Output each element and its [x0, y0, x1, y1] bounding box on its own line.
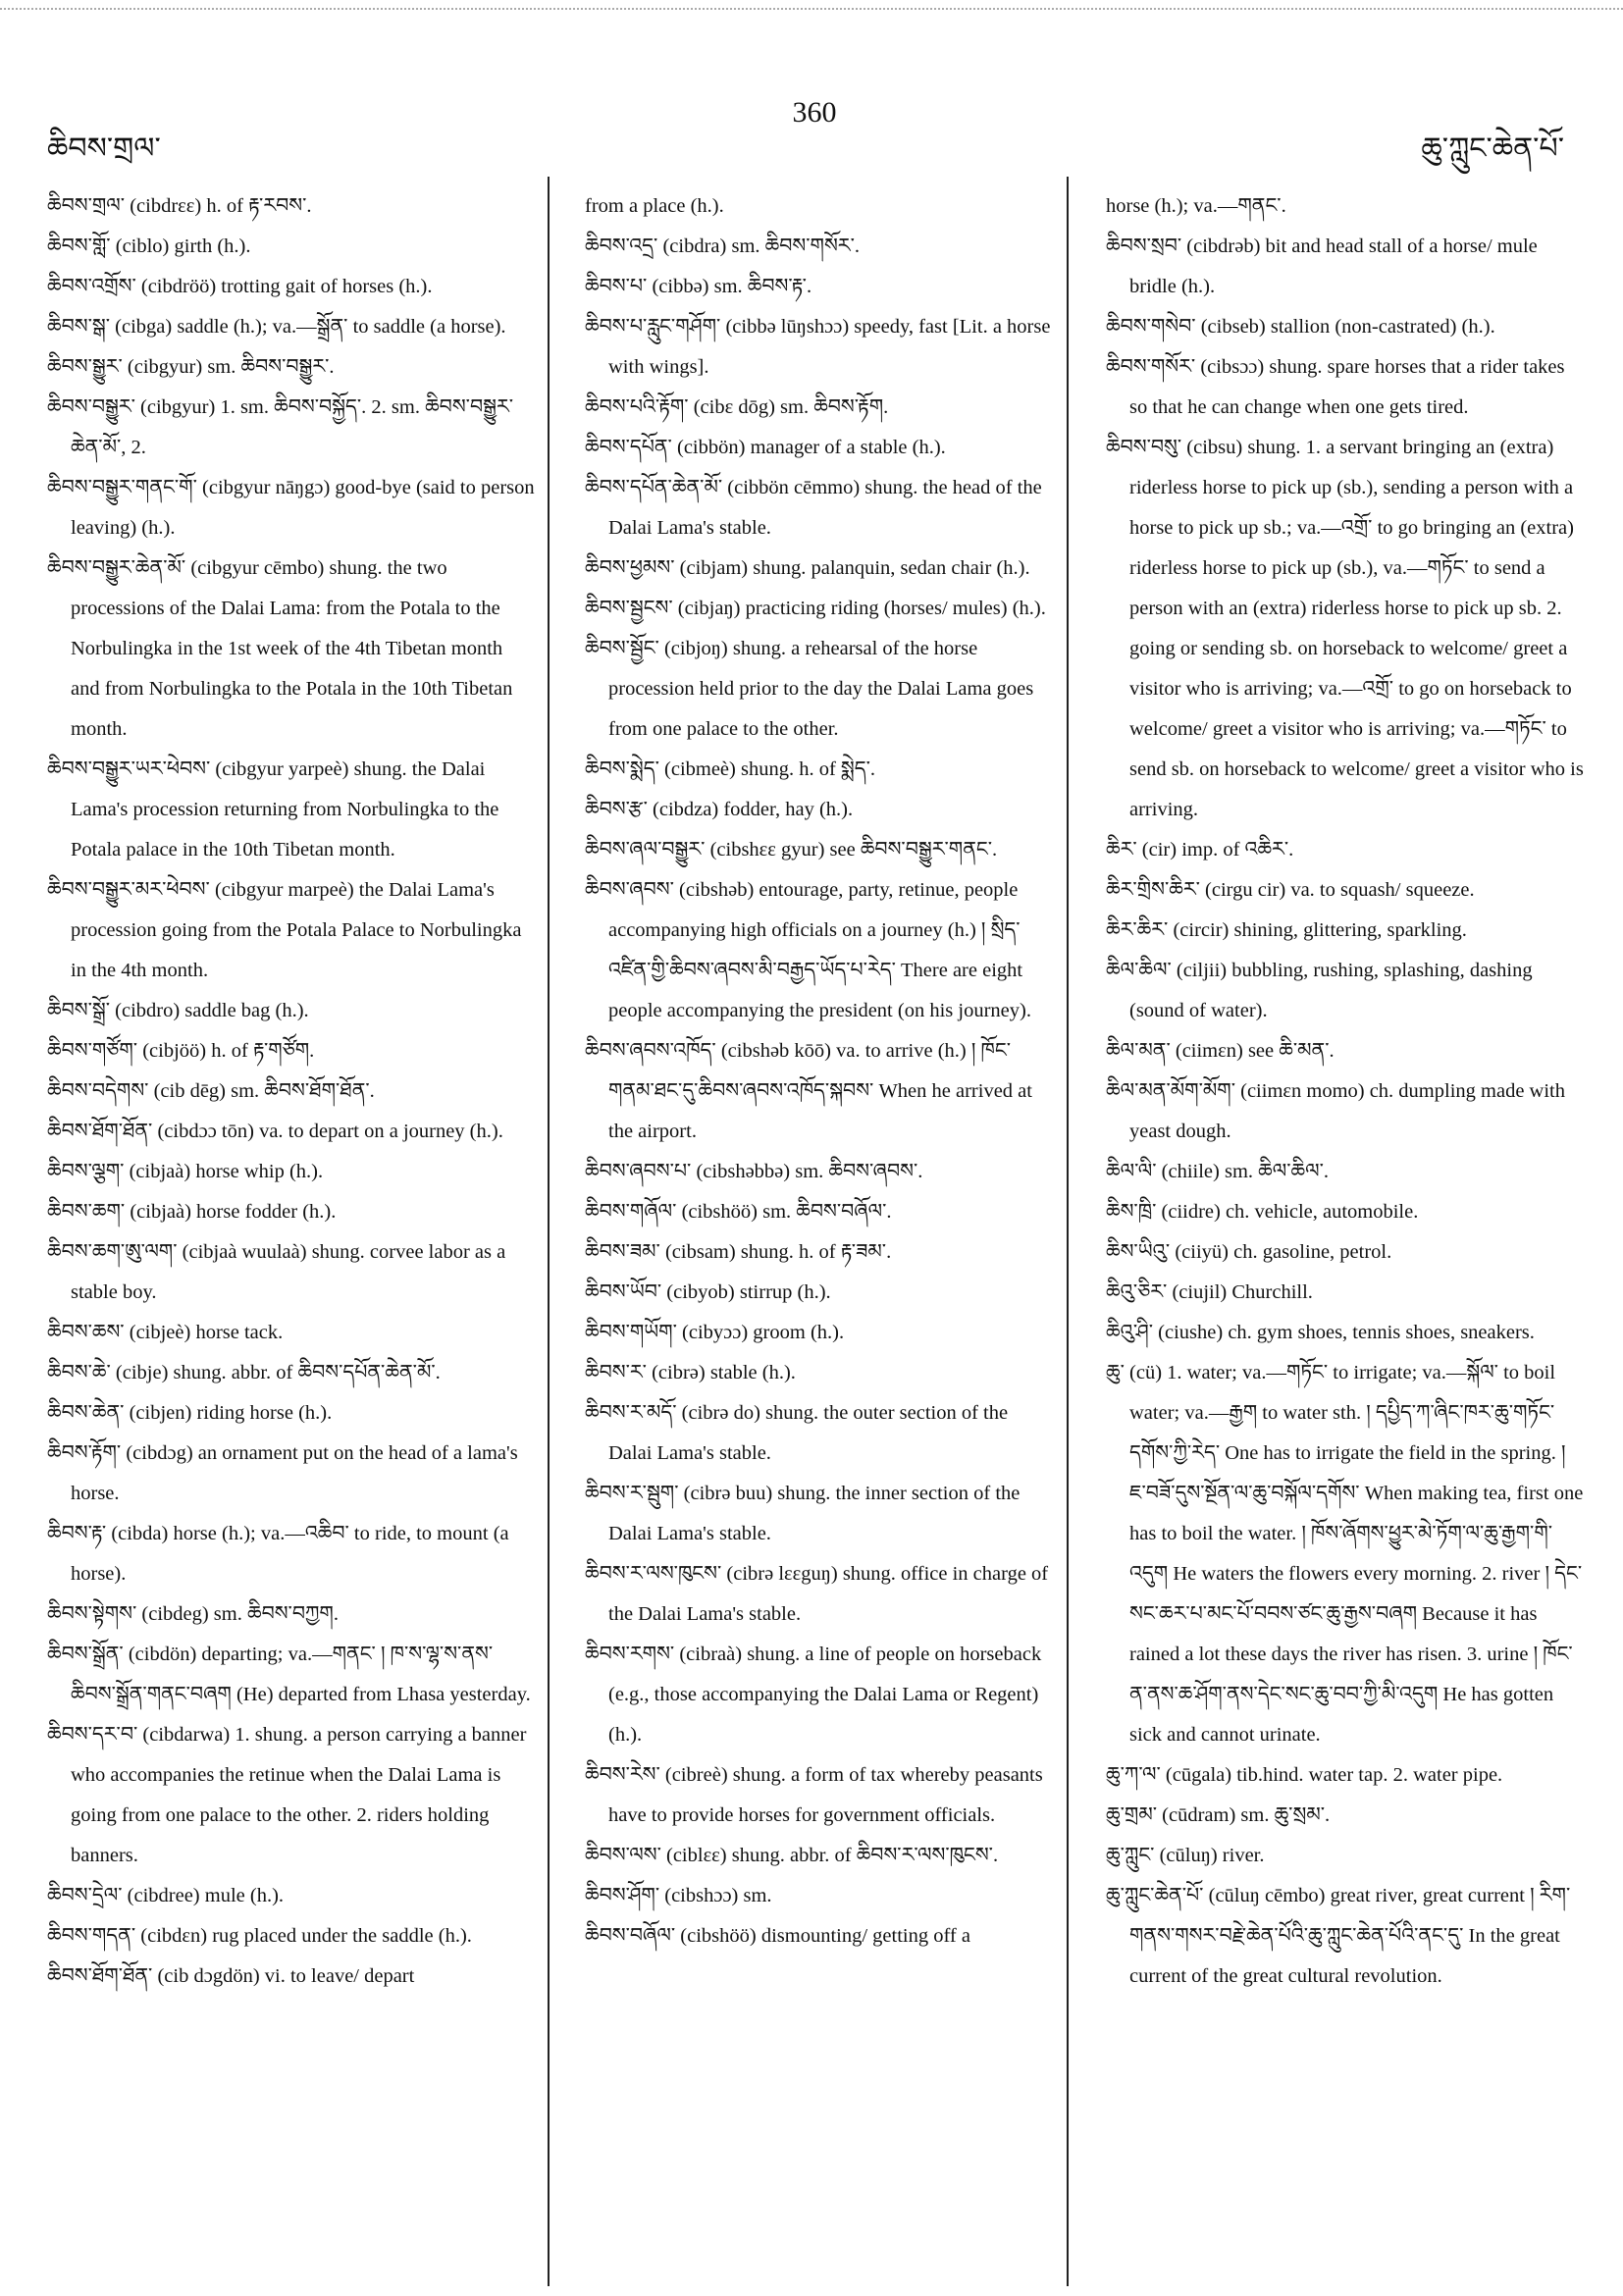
dictionary-entry: ཆིའུ་ཤི་ (ciushe) ch. gym shoes, tennis shoes, sneakers.	[1106, 1322, 1535, 1343]
dictionary-entry: ཆིབས་ཆེ་ (cibje) shung. abbr. of ཆིབས་དཔོན་ཆེན་མོ་.	[47, 1362, 441, 1383]
dictionary-entry: ཆིབས་ཤོག་ (cibshɔɔ) sm.	[585, 1885, 772, 1906]
dictionary-entry: ཆིབས་སྒྲོན་ (cibdön) departing; va.—གནང་ ། ཁ་ས་ལྷ་ས་ནས་ཆིབས་སྒྲོན་གནང་བཞག (He) departed from Lhasa yesterday.	[47, 1644, 531, 1705]
dictionary-entry: ཆིབས་འདྲ་ (cibdra) sm. ཆིབས་གསོར་.	[585, 235, 860, 257]
column-divider-2	[1067, 177, 1069, 2286]
dictionary-entry: ཆིལ་ལི་ (chiile) sm. ཆིལ་ཆིལ་.	[1106, 1161, 1330, 1182]
dictionary-entry: ཆིབས་སྒ་ (cibga) saddle (h.); va.—སྒྲོན་ to saddle (a horse).	[47, 316, 506, 338]
dictionary-entry: ཆིབས་སྲབ་ (cibdrəb) bit and head stall of a horse/ mule bridle (h.).	[1106, 235, 1538, 297]
dictionary-entry: ཆིབས་ཞབས་འཁོད་ (cibshəb kōō) va. to arrive (h.) ། ཁོང་གནམ་ཐང་དུ་ཆིབས་ཞབས་འཁོད་སྐབས་ When he arrived at the airport.	[585, 1040, 1032, 1142]
running-head-left: ཆིབས་གྲལ་	[47, 131, 161, 166]
dictionary-entry: from a place (h.).	[585, 195, 724, 217]
dictionary-entry: ཆིབས་རགས་ (cibraà) shung. a line of people on horseback (e.g., those accompanying the Dalai Lama or Regent) (h.).	[585, 1644, 1042, 1746]
dictionary-entry: ཆིབས་གདན་ (cibdɛn) rug placed under the saddle (h.).	[47, 1925, 472, 1947]
dictionary-entry: ཆིབས་ཕྱམས་ (cibjam) shung. palanquin, sedan chair (h.).	[585, 557, 1030, 579]
dictionary-entry: ཆིབས་གསོར་ (cibsɔɔ) shung. spare horses that a rider takes so that he can change when one gets tired.	[1106, 356, 1565, 418]
dictionary-entry: ཆིབས་རྩ་ (cibdza) fodder, hay (h.).	[585, 799, 854, 820]
dictionary-entry: ཆུ་ཀླུང་ཆེན་པོ་ (cūluŋ cēmbo) great river, great current ། རིག་གནས་གསར་བརྗེ་ཆེན་པོའི་ཆུ་ཀླུང་ཆེན་པོའི་ནང་དུ་ In the great current of the great cultural revolution.	[1106, 1885, 1571, 1987]
column-2	[585, 186, 1056, 1957]
dictionary-entry: ཆིབས་ཐོག་ཐོན་ (cibdɔɔ tōn) va. to depart on a journey (h.).	[47, 1121, 503, 1142]
dictionary-entry: horse (h.); va.—གནང་.	[1106, 195, 1286, 217]
dictionary-entry: ཆིབས་སྒྲོ་ (cibdro) saddle bag (h.).	[47, 1000, 309, 1021]
page-number: 360	[792, 96, 837, 129]
dictionary-entry: ཆིབས་ལྕག་ (cibjaà) horse whip (h.).	[47, 1161, 324, 1182]
column-divider-1	[548, 177, 550, 2286]
dictionary-entry: ཆིར་གྲིས་ཆིར་ (cirgu cir) va. to squash/ squeeze.	[1106, 879, 1475, 901]
dictionary-entry: ཆིབས་གཡོག་ (cibyɔɔ) groom (h.).	[585, 1322, 845, 1343]
dictionary-entry: ཆུ་གྲམ་ (cūdram) sm. ཆུ་སྲམ་.	[1106, 1804, 1331, 1826]
dictionary-entry: ཆིབས་སྟེགས་ (cibdeg) sm. ཆིབས་བཀྱག.	[47, 1603, 339, 1625]
dictionary-entry: ཆིབས་གཙོག་ (cibjöö) h. of རྟ་གཙོག.	[47, 1040, 315, 1062]
dictionary-entry: ཆིས་ཁྲི་ (ciidre) ch. vehicle, automobile.	[1106, 1201, 1419, 1223]
dictionary-entry: ཆིབས་གྲལ་ (cibdrɛɛ) h. of རྟ་རབས་.	[47, 195, 312, 217]
running-head-right: ཆུ་ཀླུང་ཆེན་པོ་	[1421, 131, 1564, 166]
dictionary-entry: ཆིར་ཆིར་ (circir) shining, glittering, sparkling.	[1106, 919, 1467, 941]
dictionary-entry: ཆིབས་ཆག་ཨུ་ལག་ (cibjaà wuulaà) shung. corvee labor as a stable boy.	[47, 1241, 506, 1303]
dictionary-entry: ཆིབས་དཔོན་ཆེན་མོ་ (cibbön cēmmo) shung. the head of the Dalai Lama's stable.	[585, 477, 1042, 539]
dictionary-entry: ཆུ་ (cü) 1. water; va.—གཏོང་ to irrigate; va.—སྐོལ་ to boil water; va.—རྒྱག to water sth. ། དཔྱིད་ཀ་ཞིང་ཁར་ཆུ་གཏོང་དགོས་ཀྱི་རེད་ One has to irrigate the field in the spring. ། ཇ་བཟོ་དུས་སྔོན་ལ་ཆུ་བསྐོལ་དགོས་ When making tea, first one has to boil the water. ། ཁོས་ཞོགས་ཕྱུར་མེ་ཏོག་ལ་ཆུ་རྒྱག་གི་འདུག He waters the flowers every morning. 2. river ། དེང་སང་ཆར་པ་མང་པོ་བབས་ཙང་ཆུ་རྒྱས་བཞག Because it has rained a lot these days the river has risen. 3. urine ། ཁོང་ན་ནས་ཆ་ཤོག་ནས་དེང་སང་ཆུ་བབ་ཀྱི་མི་འདུག He has gotten sick and cannot urinate.	[1106, 1362, 1584, 1746]
column-3	[1106, 186, 1587, 1997]
dictionary-entry: ཆིབས་འགྲོས་ (cibdröö) trotting gait of horses (h.).	[47, 276, 433, 297]
dictionary-entry: ཆིབས་ཞལ་བསྒྱུར་ (cibshɛɛ gyur) see ཆིབས་བསྒྱུར་གནང་.	[585, 839, 998, 861]
scan-edge-dots	[0, 8, 1623, 12]
dictionary-entry: ཆིར་ (cir) imp. of འཆིར་.	[1106, 839, 1294, 861]
dictionary-entry: ཆིབས་པའི་རྟོག་ (cibɛ dōg) sm. ཆིབས་རྟོག.	[585, 396, 889, 418]
dictionary-entry: ཆིབས་བཞོལ་ (cibshöö) dismounting/ getting off a	[585, 1925, 970, 1947]
dictionary-entry: ཆིབས་ཡོབ་ (cibyob) stirrup (h.).	[585, 1281, 831, 1303]
dictionary-entry: ཆིབས་ར་སྦུག་ (cibrə buu) shung. the inner section of the Dalai Lama's stable.	[585, 1483, 1021, 1544]
dictionary-entry: ཆིའུ་ཅིར་ (ciujil) Churchill.	[1106, 1281, 1313, 1303]
dictionary-entry: ཆིབས་གསེབ་ (cibseb) stallion (non-castrated) (h.).	[1106, 316, 1495, 338]
dictionary-entry: ཆིབས་སྦྱངས་ (cibjaŋ) practicing riding (horses/ mules) (h.).	[585, 598, 1046, 619]
dictionary-entry: ཆིབས་དཔོན་ (cibbön) manager of a stable (h.).	[585, 437, 946, 458]
dictionary-entry: ཆིབས་ར་ (cibrə) stable (h.).	[585, 1362, 796, 1383]
dictionary-entry: ཆིབས་ཐོག་ཐོན་ (cib dɔgdön) vi. to leave/ depart	[47, 1965, 415, 1987]
dictionary-entry: ཆིས་ཡིའུ་ (ciiyü) ch. gasoline, petrol.	[1106, 1241, 1392, 1263]
dictionary-entry: ཆིབས་ཆས་ (cibjeè) horse tack.	[47, 1322, 284, 1343]
dictionary-entry: ཆིབས་ཞབས་ (cibshəb) entourage, party, retinue, people accompanying high officials on a journey (h.) ། སྲིད་འཛིན་གྱི་ཆིབས་ཞབས་མི་བརྒྱད་ཡོད་པ་རེད་ There are eight people accompanying the president (on his journey).	[585, 879, 1031, 1021]
dictionary-entry: ཆིབས་རེས་ (cibreè) shung. a form of tax whereby peasants have to provide horses for government officials.	[585, 1764, 1043, 1826]
dictionary-entry: ཆིབས་ཟམ་ (cibsam) shung. h. of རྟ་ཟམ་.	[585, 1241, 892, 1263]
dictionary-entry: ཆིབས་ར་མདོ་ (cibrə do) shung. the outer section of the Dalai Lama's stable.	[585, 1402, 1009, 1464]
dictionary-entry: ཆིབས་བསྒྱུར་ཆེན་མོ་ (cibgyur cēmbo) shung. the two processions of the Dalai Lama: from the Potala to the Norbulingka in the 1st week of the 4th Tibetan month and from Norbulingka to the Potala in the 10th Tibetan month.	[47, 557, 513, 740]
dictionary-entry: ཆིབས་བསྒྱུར་ཡར་ཕེབས་ (cibgyur yarpeè) shung. the Dalai Lama's procession returning from Norbulingka to the Potala palace in the 10th Tibetan month.	[47, 758, 499, 861]
column-1	[47, 186, 536, 1997]
dictionary-entry: ཆིབས་དྲེལ་ (cibdree) mule (h.).	[47, 1885, 285, 1906]
dictionary-entry: ཆིབས་ར་ལས་ཁུངས་ (cibrə lɛɛguŋ) shung. office in charge of the Dalai Lama's stable.	[585, 1563, 1049, 1625]
dictionary-entry: ཆིབས་སྒྱུར་ (cibgyur) sm. ཆིབས་བསྒྱུར་.	[47, 356, 335, 378]
dictionary-entry: ཆིབས་དར་བ་ (cibdarwa) 1. shung. a person carrying a banner who accompanies the retinue when the Dalai Lama is going from one palace to the other. 2. riders holding banners.	[47, 1724, 527, 1866]
dictionary-entry: ཆིབས་གློ་ (ciblo) girth (h.).	[47, 235, 251, 257]
dictionary-entry: ཆིབས་ཆག་ (cibjaà) horse fodder (h.).	[47, 1201, 337, 1223]
dictionary-entry: ཆིབས་གཞོལ་ (cibshöö) sm. ཆིབས་བཞོལ་.	[585, 1201, 892, 1223]
dictionary-entry: ཆིལ་མན་མོག་མོག་ (ciimɛn momo) ch. dumpling made with yeast dough.	[1106, 1080, 1565, 1142]
dictionary-entry: ཆིབས་བསྒྱུར་ (cibgyur) 1. sm. ཆིབས་བསྐྱོད་. 2. sm. ཆིབས་བསྒྱུར་ཆེན་མོ་, 2.	[47, 396, 514, 458]
dictionary-entry: ཆུ་ཀ་ལ་ (cūgala) tib.hind. water tap. 2. water pipe.	[1106, 1764, 1503, 1786]
dictionary-entry: ཆུ་ཀླུང་ (cūluŋ) river.	[1106, 1845, 1265, 1866]
dictionary-entry: ཆིབས་བསྒྱུར་གནང་གོ་ (cibgyur nāŋgɔ) good-bye (said to person leaving) (h.).	[47, 477, 535, 539]
dictionary-entry: ཆིབས་བདེགས་ (cib dēg) sm. ཆིབས་ཐོག་ཐོན་.	[47, 1080, 375, 1102]
dictionary-entry: ཆིབས་སྦྱོང་ (cibjoŋ) shung. a rehearsal of the horse procession held prior to the day the Dalai Lama goes from one palace to the other.	[585, 638, 1034, 740]
dictionary-entry: ཆིབས་སྨེད་ (cibmeè) shung. h. of སྨེད་.	[585, 758, 876, 780]
dictionary-entry: ཆིབས་པ་ (cibbə) sm. ཆིབས་རྟ་.	[585, 276, 812, 297]
dictionary-entry: ཆིབས་རྟོག་ (cibdɔg) an ornament put on the head of a lama's horse.	[47, 1442, 518, 1504]
dictionary-entry: ཆིབས་བསུ་ (cibsu) shung. 1. a servant bringing an (extra) riderless horse to pick up (sb.), sending a person with a horse to pick up sb.; va.—འགྲོ་ to go bringing an (extra) riderless horse to pick up (sb.), va.—གཏོང་ to send a person with an (extra) riderless horse to pick up sb. 2. going or sending sb. on horseback to welcome/ greet a visitor who is arriving; va.—འགྲོ་ to go on horseback to welcome/ greet a visitor who is arriving; va.—གཏོང་ to send sb. on horseback to welcome/ greet a visitor who is arriving.	[1106, 437, 1584, 820]
dictionary-entry: ཆིབས་རྟ་ (cibda) horse (h.); va.—འཆིབ་ to ride, to mount (a horse).	[47, 1523, 509, 1585]
dictionary-entry: ཆིབས་ཞབས་པ་ (cibshəbbə) sm. ཆིབས་ཞབས་.	[585, 1161, 923, 1182]
dictionary-entry: ཆིབས་བསྒྱུར་མར་ཕེབས་ (cibgyur marpeè) the Dalai Lama's procession going from the Potala Palace to Norbulingka in the 4th month.	[47, 879, 522, 981]
dictionary-entry: ཆིལ་ཆིལ་ (ciljii) bubbling, rushing, splashing, dashing (sound of water).	[1106, 960, 1533, 1021]
dictionary-entry: ཆིབས་ཆེན་ (cibjen) riding horse (h.).	[47, 1402, 333, 1424]
dictionary-entry: ཆིབས་པ་རླུང་གཤོག་ (cibbə lūŋshɔɔ) speedy, fast [Lit. a horse with wings].	[585, 316, 1051, 378]
dictionary-entry: ཆིལ་མན་ (ciimɛn) see ཆི་མན་.	[1106, 1040, 1335, 1062]
dictionary-entry: ཆིབས་ལས་ (ciblɛɛ) shung. abbr. of ཆིབས་ར་ལས་ཁུངས་.	[585, 1845, 999, 1866]
